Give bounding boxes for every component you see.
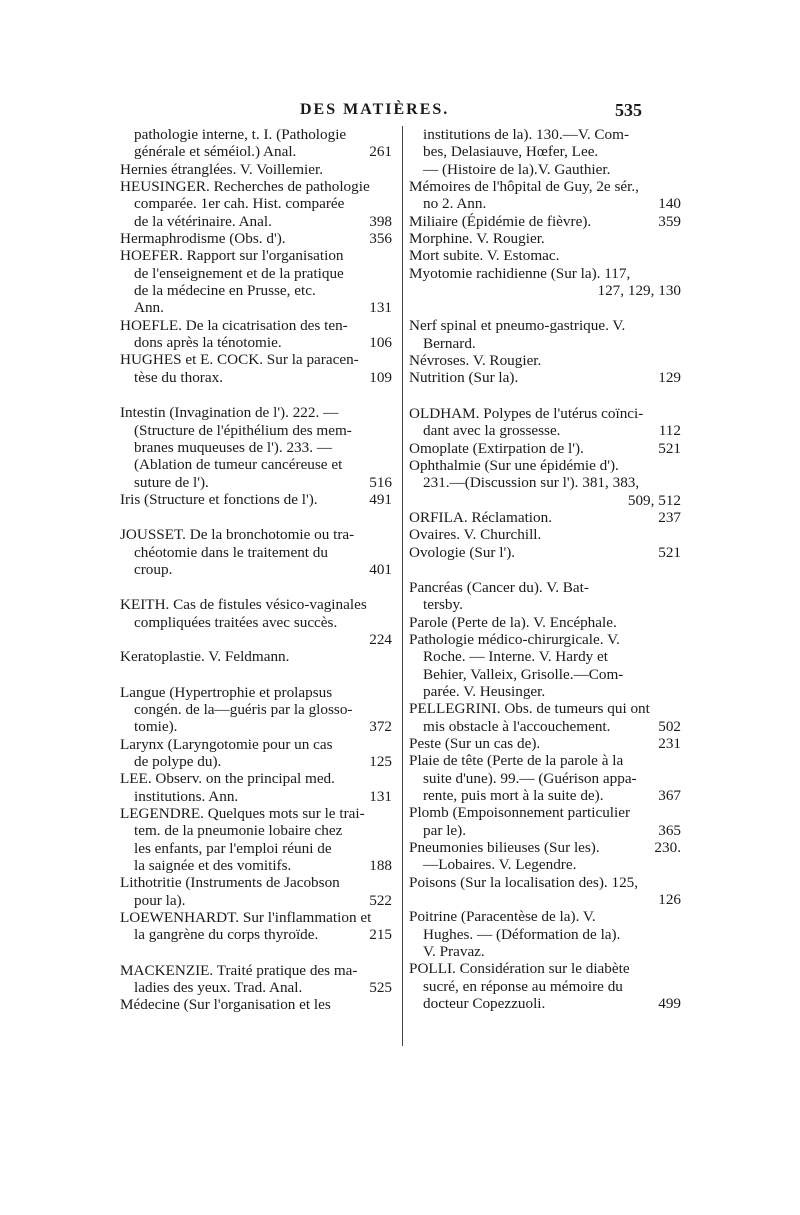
index-line bbox=[409, 718, 681, 735]
index-line bbox=[120, 996, 392, 1013]
page-reference: 367 bbox=[658, 787, 681, 805]
index-line-text: — (Histoire de la).V. Gauthier. bbox=[423, 160, 611, 178]
index-entry bbox=[409, 126, 681, 178]
index-entry bbox=[120, 736, 392, 771]
index-line bbox=[409, 874, 681, 891]
index-line bbox=[409, 960, 681, 977]
index-line-text: Hernies étranglées. V. Voillemier. bbox=[120, 160, 324, 178]
index-line bbox=[409, 943, 681, 960]
index-line-text: institutions. Ann. bbox=[134, 787, 239, 805]
index-line-text: sucré, en réponse au mémoire du bbox=[423, 977, 623, 995]
index-line bbox=[409, 161, 681, 178]
page-reference: 131 bbox=[369, 299, 392, 317]
index-line-text: JOUSSET. De la bronchotomie ou tra- bbox=[120, 526, 355, 544]
index-line-text: branes muqueuses de l'). 233. — bbox=[134, 438, 333, 456]
page-number: 535 bbox=[615, 100, 642, 120]
page-reference: 398 bbox=[369, 212, 392, 230]
index-entry bbox=[409, 839, 681, 874]
index-line bbox=[409, 926, 681, 943]
index-line bbox=[409, 544, 681, 561]
index-line-text: la gangrène du corps thyroïde. bbox=[134, 926, 319, 944]
index-line-text: de la vétérinaire. Anal. bbox=[134, 212, 272, 230]
index-entry bbox=[409, 247, 681, 264]
page-reference: 188 bbox=[369, 857, 392, 875]
index-entry bbox=[120, 648, 392, 665]
index-line bbox=[120, 822, 392, 839]
index-entry bbox=[409, 317, 681, 352]
index-line-text: Parole (Perte de la). V. Encéphale. bbox=[409, 613, 617, 631]
page-reference: 131 bbox=[369, 787, 392, 805]
index-line-text: Mémoires de l'hôpital de Guy, 2e sér., bbox=[409, 178, 639, 196]
index-line-text: Nutrition (Sur la). bbox=[409, 369, 519, 387]
index-line-text: HUGHES et E. COCK. Sur la paracen- bbox=[120, 351, 359, 369]
index-line bbox=[120, 736, 392, 753]
index-line bbox=[120, 143, 392, 160]
index-line-text: compliquées traitées avec succès. bbox=[134, 613, 338, 631]
index-line-text: Larynx (Laryngotomie pour un cas bbox=[120, 735, 333, 753]
index-entry bbox=[409, 526, 681, 543]
index-entry bbox=[120, 491, 392, 508]
index-line-text: dant avec la grossesse. bbox=[423, 422, 561, 440]
page-reference: 491 bbox=[369, 490, 392, 508]
page-reference: 231 bbox=[658, 735, 681, 752]
index-line-text: suite d'une). 99.— (Guérison appa- bbox=[423, 769, 637, 787]
index-line-text: Iris (Structure et fonctions de l'). bbox=[120, 490, 318, 508]
index-entry bbox=[409, 509, 681, 526]
index-line bbox=[409, 596, 681, 613]
index-line bbox=[120, 526, 392, 543]
index-line bbox=[120, 474, 392, 491]
page-reference: 126 bbox=[658, 891, 681, 909]
index-line bbox=[409, 369, 681, 386]
index-line-text: mis obstacle à l'accouchement. bbox=[423, 717, 611, 735]
index-line-text: Behier, Valleix, Grisolle.—Com- bbox=[423, 665, 624, 683]
index-line-text: tomie). bbox=[134, 718, 178, 736]
index-line-text: Hughes. — (Déformation de la). bbox=[423, 925, 621, 943]
index-entry bbox=[120, 404, 392, 491]
index-line bbox=[409, 230, 681, 247]
index-line bbox=[120, 351, 392, 368]
index-line-text: LEE. Observ. on the principal med. bbox=[120, 770, 335, 788]
index-line-text: congén. de la—guéris par la glosso- bbox=[134, 700, 353, 718]
index-line bbox=[120, 299, 392, 316]
index-line-text: tersby. bbox=[423, 596, 463, 614]
index-entry bbox=[120, 526, 392, 578]
index-entry bbox=[409, 614, 681, 631]
column-divider bbox=[402, 126, 403, 1046]
index-line bbox=[120, 909, 392, 926]
index-line bbox=[120, 230, 392, 247]
index-line bbox=[409, 822, 681, 839]
index-line-text: POLLI. Considération sur le diabète bbox=[409, 960, 630, 978]
page-reference: 109 bbox=[369, 368, 392, 386]
index-entry bbox=[120, 161, 392, 178]
index-line-text: Plaie de tête (Perte de la parole à la bbox=[409, 752, 624, 770]
index-line-text: par le). bbox=[423, 821, 467, 839]
index-line bbox=[409, 666, 681, 683]
index-line-text: Poisons (Sur la localisation des). 125, bbox=[409, 873, 639, 891]
index-line bbox=[120, 265, 392, 282]
index-line bbox=[409, 839, 681, 856]
index-line-text: Poitrine (Paracentèse de la). V. bbox=[409, 908, 596, 926]
index-entry bbox=[409, 544, 681, 561]
index-line-text: (Structure de l'épithélium des mem- bbox=[134, 421, 352, 439]
index-line bbox=[409, 405, 681, 422]
index-line-text: HOEFLE. De la cicatrisation des ten- bbox=[120, 316, 348, 334]
index-line-text: générale et séméiol.) Anal. bbox=[134, 143, 297, 161]
index-entry bbox=[120, 770, 392, 805]
index-line-text: Roche. — Interne. V. Hardy et bbox=[423, 648, 609, 666]
index-line-text: de polype du). bbox=[134, 753, 222, 770]
index-entry bbox=[409, 874, 681, 909]
index-line bbox=[120, 213, 392, 230]
index-entry bbox=[120, 596, 392, 648]
index-line bbox=[120, 788, 392, 805]
index-line bbox=[120, 178, 392, 195]
index-line bbox=[120, 334, 392, 351]
index-entry bbox=[409, 960, 681, 1012]
index-line-text: —Lobaires. V. Legendre. bbox=[423, 856, 577, 874]
index-entry bbox=[409, 804, 681, 839]
index-line bbox=[120, 770, 392, 787]
page-reference: 127, 129, 130 bbox=[597, 282, 681, 300]
index-line-text: V. Pravaz. bbox=[423, 943, 485, 961]
index-line bbox=[409, 213, 681, 230]
index-line bbox=[120, 684, 392, 701]
left-column bbox=[120, 126, 392, 1014]
index-line-text: dons après la ténotomie. bbox=[134, 334, 282, 352]
running-header-title: DES MATIÈRES. bbox=[300, 101, 450, 118]
index-line-text: pathologie interne, t. I. (Pathologie bbox=[134, 126, 347, 143]
index-line bbox=[120, 631, 392, 648]
index-line bbox=[409, 335, 681, 352]
index-entry bbox=[409, 230, 681, 247]
index-entry bbox=[120, 909, 392, 944]
index-line bbox=[120, 614, 392, 631]
index-line-text: LEGENDRE. Quelques mots sur le trai- bbox=[120, 805, 365, 823]
index-entry bbox=[120, 317, 392, 352]
index-line bbox=[120, 857, 392, 874]
index-line bbox=[120, 874, 392, 891]
index-entry bbox=[120, 230, 392, 247]
index-line-text: ORFILA. Réclamation. bbox=[409, 508, 552, 526]
page-reference: 230. bbox=[654, 839, 681, 857]
index-line-text: OLDHAM. Polypes de l'utérus coïnci- bbox=[409, 404, 644, 422]
index-line bbox=[120, 805, 392, 822]
index-line-text: Ovaires. V. Churchill. bbox=[409, 526, 542, 544]
index-line-text: KEITH. Cas de fistules vésico-vaginales bbox=[120, 596, 367, 614]
page-reference: 106 bbox=[369, 334, 392, 352]
index-line-text: bes, Delasiauve, Hœfer, Lee. bbox=[423, 143, 599, 161]
page-reference: 224 bbox=[369, 630, 392, 648]
index-line bbox=[409, 457, 681, 474]
index-entry bbox=[120, 351, 392, 386]
index-line-text: Médecine (Sur l'organisation et les bbox=[120, 996, 331, 1014]
index-line bbox=[120, 753, 392, 770]
index-line bbox=[120, 404, 392, 421]
index-line bbox=[409, 509, 681, 526]
index-line-text: 231.—(Discussion sur l'). 381, 383, bbox=[423, 474, 640, 492]
index-line-text: Pathologie médico-chirurgicale. V. bbox=[409, 630, 620, 648]
page-reference: 125 bbox=[369, 753, 392, 770]
index-line bbox=[120, 962, 392, 979]
index-line bbox=[409, 614, 681, 631]
index-line-text: Névroses. V. Rougier. bbox=[409, 352, 542, 370]
index-line bbox=[409, 856, 681, 873]
page-reference: 140 bbox=[658, 195, 681, 213]
index-entry bbox=[409, 631, 681, 700]
index-line-text: Ann. bbox=[134, 299, 164, 317]
index-line-text: de la médecine en Prusse, etc. bbox=[134, 282, 316, 300]
index-line bbox=[409, 317, 681, 334]
page-reference: 516 bbox=[369, 473, 392, 491]
index-line-text: Nerf spinal et pneumo-gastrique. V. bbox=[409, 317, 626, 335]
index-line bbox=[120, 422, 392, 439]
index-line bbox=[120, 718, 392, 735]
page-reference: 499 bbox=[658, 995, 681, 1013]
index-line bbox=[120, 979, 392, 996]
index-line bbox=[120, 247, 392, 264]
index-line-text: pour la). bbox=[134, 891, 186, 909]
index-line bbox=[409, 735, 681, 752]
index-entry bbox=[409, 265, 681, 300]
index-line-text: ladies des yeux. Trad. Anal. bbox=[134, 979, 303, 997]
index-line-text: chéotomie dans le traitement du bbox=[134, 543, 328, 561]
page-reference: 112 bbox=[658, 422, 681, 440]
index-entry bbox=[409, 405, 681, 440]
index-line bbox=[120, 926, 392, 943]
index-line bbox=[409, 908, 681, 925]
index-line-text: croup. bbox=[134, 560, 173, 578]
index-entry bbox=[409, 457, 681, 509]
index-entry bbox=[409, 440, 681, 457]
index-line bbox=[120, 317, 392, 334]
index-line-text: comparée. 1er cah. Hist. comparée bbox=[134, 195, 345, 213]
index-entry bbox=[409, 213, 681, 230]
index-entry bbox=[120, 874, 392, 909]
index-line bbox=[409, 891, 681, 908]
index-line-text: Morphine. V. Rougier. bbox=[409, 230, 545, 248]
index-entry bbox=[120, 684, 392, 736]
index-entry bbox=[409, 579, 681, 614]
index-line bbox=[120, 596, 392, 613]
page-reference: 237 bbox=[658, 508, 681, 526]
index-line bbox=[409, 195, 681, 212]
index-entry bbox=[120, 962, 392, 1014]
page-reference: 356 bbox=[369, 230, 392, 248]
index-line-text: institutions de la). 130.—V. Com- bbox=[423, 126, 630, 143]
index-line-text: Peste (Sur un cas de). bbox=[409, 735, 541, 752]
index-line-text: suture de l'). bbox=[134, 473, 209, 491]
page-reference: 129 bbox=[658, 369, 681, 387]
page-reference: 509, 512 bbox=[627, 491, 681, 509]
index-line-text: Pneumonies bilieuses (Sur les). bbox=[409, 839, 600, 857]
index-entry bbox=[409, 735, 681, 752]
index-line bbox=[409, 422, 681, 439]
index-entry bbox=[409, 752, 681, 804]
index-line bbox=[409, 683, 681, 700]
index-line-text: MACKENZIE. Traité pratique des ma- bbox=[120, 961, 358, 979]
page-reference: 401 bbox=[369, 560, 392, 578]
index-line bbox=[120, 195, 392, 212]
index-line bbox=[120, 491, 392, 508]
index-line-text: Ophthalmie (Sur une épidémie d'). bbox=[409, 456, 619, 474]
index-line-text: rente, puis mort à la suite de). bbox=[423, 787, 604, 805]
index-line-text: docteur Copezzuoli. bbox=[423, 995, 546, 1013]
index-line-text: Langue (Hypertrophie et prolapsus bbox=[120, 683, 333, 701]
page-reference: 359 bbox=[658, 212, 681, 230]
index-line bbox=[409, 526, 681, 543]
index-line-text: parée. V. Heusinger. bbox=[423, 682, 546, 700]
page-reference: 215 bbox=[369, 926, 392, 944]
index-entry bbox=[409, 178, 681, 213]
index-line bbox=[409, 752, 681, 769]
index-entry bbox=[409, 908, 681, 960]
index-line bbox=[409, 265, 681, 282]
index-line-text: Ovologie (Sur l'). bbox=[409, 543, 516, 561]
index-line-text: PELLEGRINI. Obs. de tumeurs qui ont bbox=[409, 700, 650, 718]
index-entry bbox=[120, 178, 392, 230]
index-entry bbox=[120, 805, 392, 874]
index-entry bbox=[409, 369, 681, 386]
index-line-text: Myotomie rachidienne (Sur la). 117, bbox=[409, 264, 631, 282]
index-entry bbox=[120, 126, 392, 161]
page-reference: 521 bbox=[658, 439, 681, 457]
index-line bbox=[409, 282, 681, 299]
page-reference: 365 bbox=[658, 821, 681, 839]
index-line bbox=[409, 247, 681, 264]
index-line bbox=[409, 352, 681, 369]
index-line bbox=[409, 474, 681, 491]
right-column bbox=[409, 126, 681, 1013]
index-line bbox=[409, 700, 681, 717]
index-entry bbox=[409, 352, 681, 369]
index-line bbox=[409, 648, 681, 665]
index-line bbox=[409, 143, 681, 160]
index-line bbox=[409, 440, 681, 457]
page-reference: 261 bbox=[369, 143, 392, 161]
page-reference: 522 bbox=[369, 891, 392, 909]
index-line bbox=[120, 648, 392, 665]
index-line-text: Keratoplastie. V. Feldmann. bbox=[120, 648, 290, 666]
index-line-text: Bernard. bbox=[423, 334, 476, 352]
index-line-text: Hermaphrodisme (Obs. d'). bbox=[120, 230, 286, 248]
index-line-text: Plomb (Empoisonnement particulier bbox=[409, 804, 631, 822]
index-entry bbox=[409, 700, 681, 735]
index-line bbox=[409, 492, 681, 509]
index-line-text: la saignée et des vomitifs. bbox=[134, 857, 292, 875]
page-reference: 525 bbox=[369, 979, 392, 997]
index-line bbox=[409, 804, 681, 821]
index-line bbox=[120, 439, 392, 456]
index-line bbox=[409, 770, 681, 787]
index-line bbox=[409, 579, 681, 596]
index-line-text: (Ablation de tumeur cancéreuse et bbox=[134, 456, 343, 474]
index-line-text: de l'enseignement et de la pratique bbox=[134, 264, 344, 282]
index-line-text: tem. de la pneumonie lobaire chez bbox=[134, 822, 343, 840]
index-line bbox=[120, 369, 392, 386]
index-line bbox=[409, 178, 681, 195]
index-line-text: Intestin (Invagination de l'). 222. — bbox=[120, 404, 339, 422]
page-reference: 521 bbox=[658, 543, 681, 561]
index-line bbox=[120, 544, 392, 561]
index-line-text: HOEFER. Rapport sur l'organisation bbox=[120, 247, 344, 265]
index-entry bbox=[120, 247, 392, 316]
index-line-text: LOEWENHARDT. Sur l'inflammation et bbox=[120, 909, 372, 927]
index-line bbox=[120, 892, 392, 909]
index-line-text: HEUSINGER. Recherches de pathologie bbox=[120, 178, 370, 196]
index-line-text: Mort subite. V. Estomac. bbox=[409, 247, 560, 265]
index-line-text: les enfants, par l'emploi réuni de bbox=[134, 839, 332, 857]
index-line bbox=[409, 995, 681, 1012]
index-line-text: tèse du thorax. bbox=[134, 368, 223, 386]
index-line-text: Miliaire (Épidémie de fièvre). bbox=[409, 212, 592, 230]
index-line bbox=[409, 787, 681, 804]
index-line bbox=[409, 978, 681, 995]
index-line-text: no 2. Ann. bbox=[423, 195, 487, 213]
index-line-text: Pancréas (Cancer du). V. Bat- bbox=[409, 578, 589, 596]
page-reference: 502 bbox=[658, 717, 681, 735]
index-line bbox=[409, 631, 681, 648]
page-reference: 372 bbox=[369, 718, 392, 736]
index-line bbox=[120, 282, 392, 299]
index-line bbox=[120, 561, 392, 578]
index-line-text: Lithotritie (Instruments de Jacobson bbox=[120, 874, 340, 892]
index-line bbox=[120, 701, 392, 718]
index-line-text: Omoplate (Extirpation de l'). bbox=[409, 439, 584, 457]
index-line bbox=[409, 126, 681, 143]
index-line bbox=[120, 456, 392, 473]
index-line bbox=[120, 161, 392, 178]
index-line bbox=[120, 126, 392, 143]
index-line bbox=[120, 840, 392, 857]
